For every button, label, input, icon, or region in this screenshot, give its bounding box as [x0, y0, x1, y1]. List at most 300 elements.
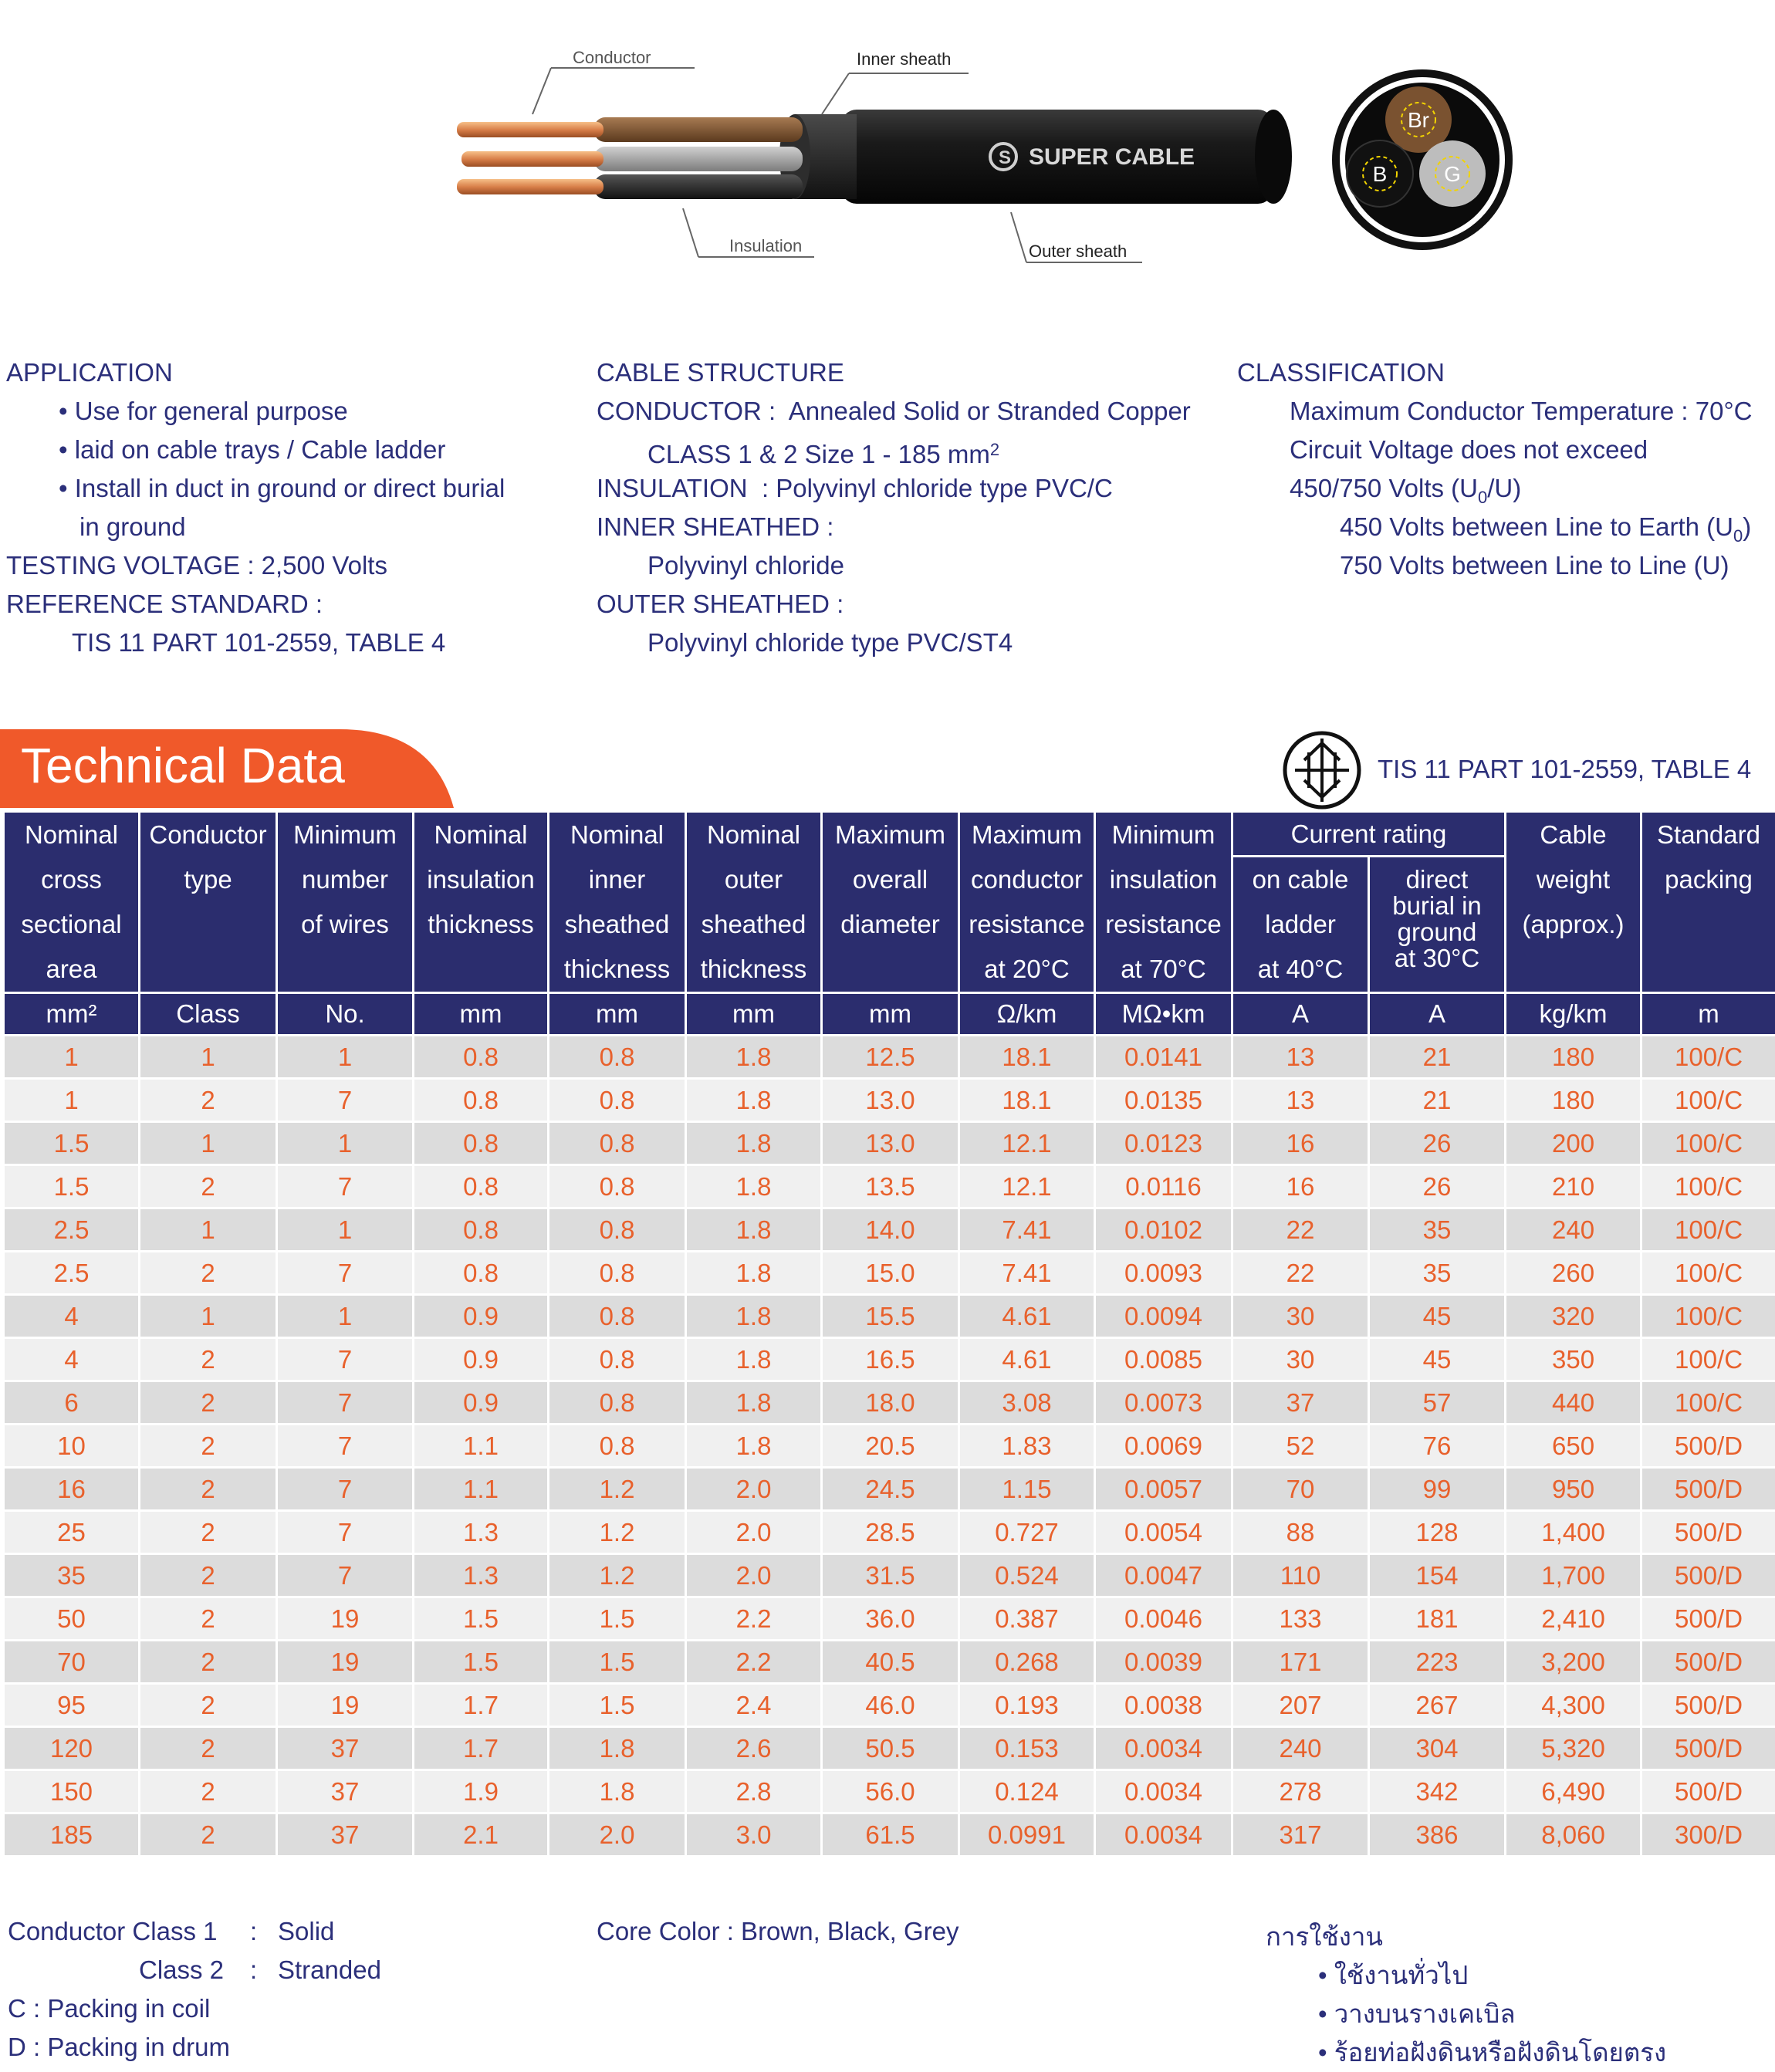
table-cell: 2.0 [549, 1813, 686, 1857]
table-cell: 0.0135 [1095, 1079, 1232, 1122]
table-cell: 1.7 [414, 1727, 549, 1770]
table-cell: 0.8 [549, 1036, 686, 1079]
table-cell: 1.8 [686, 1425, 822, 1468]
table-cell: 1.2 [549, 1468, 686, 1511]
table-cell: 1.8 [686, 1036, 822, 1079]
table-cell: 15.5 [822, 1295, 959, 1338]
table-cell: 2.5 [4, 1208, 140, 1252]
table-cell: 22 [1232, 1208, 1369, 1252]
table-cell: 0.0094 [1095, 1295, 1232, 1338]
table-cell: 7 [277, 1554, 414, 1597]
table-cell: 2 [140, 1079, 277, 1122]
table-cell: 100/C [1641, 1381, 1775, 1425]
unit-cell: mm [822, 993, 959, 1036]
table-cell: 0.193 [959, 1684, 1095, 1727]
table-cell: 0.387 [959, 1597, 1095, 1641]
callout-insulation: Insulation [729, 236, 802, 256]
table-cell: 12.1 [959, 1122, 1095, 1165]
table-cell: 61.5 [822, 1813, 959, 1857]
table-cell: 2 [140, 1554, 277, 1597]
table-cell: 35 [4, 1554, 140, 1597]
table-cell: 56.0 [822, 1770, 959, 1813]
table-cell: 210 [1506, 1165, 1641, 1208]
table-cell: 317 [1232, 1813, 1369, 1857]
table-cell: 1.2 [549, 1554, 686, 1597]
table-row [4, 1554, 1775, 1597]
table-row [4, 1165, 1775, 1208]
table-row [4, 1295, 1775, 1338]
unit-cell: A [1232, 993, 1369, 1036]
unit-cell: mm [549, 993, 686, 1036]
table-cell: 320 [1506, 1295, 1641, 1338]
table-cell: 3.08 [959, 1381, 1095, 1425]
table-cell: 278 [1232, 1770, 1369, 1813]
table-cell: 7 [277, 1381, 414, 1425]
header-current-rating: Current rating [1232, 812, 1506, 857]
table-row [4, 1641, 1775, 1684]
table-cell: 20.5 [822, 1425, 959, 1468]
table-cell: 19 [277, 1684, 414, 1727]
table-cell: 0.0102 [1095, 1208, 1232, 1252]
table-cell: 0.8 [414, 1079, 549, 1122]
unit-cell: No. [277, 993, 414, 1036]
table-cell: 500/D [1641, 1641, 1775, 1684]
table-cell: 15.0 [822, 1252, 959, 1295]
table-cell: 500/D [1641, 1684, 1775, 1727]
application-item-cont: in ground [6, 508, 505, 546]
table-cell: 100/C [1641, 1036, 1775, 1079]
table-cell: 2.0 [686, 1468, 822, 1511]
table-cell: 2.8 [686, 1770, 822, 1813]
table-row [4, 1468, 1775, 1511]
table-row [4, 1338, 1775, 1381]
table-row [4, 1813, 1775, 1857]
table-cell: 88 [1232, 1511, 1369, 1554]
table-cell: 0.8 [549, 1165, 686, 1208]
table-cell: 70 [1232, 1468, 1369, 1511]
table-cell: 2 [140, 1641, 277, 1684]
technical-data-table [2, 810, 1775, 1857]
header-diameter: Maximum overall diameter [822, 812, 959, 993]
table-cell: 500/D [1641, 1597, 1775, 1641]
table-cell: 12.1 [959, 1165, 1095, 1208]
table-cell: 21 [1369, 1079, 1506, 1122]
table-cell: 13 [1232, 1079, 1369, 1122]
table-cell: 2 [140, 1684, 277, 1727]
table-cell: 4.61 [959, 1338, 1095, 1381]
table-cell: 650 [1506, 1425, 1641, 1468]
table-cell: 3.0 [686, 1813, 822, 1857]
thai-heading: การใช้งาน [1266, 1918, 1666, 1956]
unit-cell: mm [686, 993, 822, 1036]
table-cell: 267 [1369, 1684, 1506, 1727]
cable-drawing [432, 31, 1513, 309]
table-cell: 18.0 [822, 1381, 959, 1425]
brown-core [594, 117, 803, 142]
conductor-class: CLASS 1 & 2 Size 1 - 185 $mm^2$ [597, 431, 1191, 469]
table-cell: 0.524 [959, 1554, 1095, 1597]
table-cell: 25 [4, 1511, 140, 1554]
table-cell: 1.3 [414, 1511, 549, 1554]
table-cell: 1 [4, 1079, 140, 1122]
table-cell: 76 [1369, 1425, 1506, 1468]
conductor-spec: CONDUCTOR : Annealed Solid or Stranded Copper [597, 392, 1191, 431]
table-cell: 1.2 [549, 1511, 686, 1554]
unit-cell: kg/km [1506, 993, 1641, 1036]
table-cell: 1.8 [686, 1295, 822, 1338]
table-cell: 1.5 [4, 1122, 140, 1165]
table-cell: 0.9 [414, 1338, 549, 1381]
table-cell: 0.153 [959, 1727, 1095, 1770]
table-cell: 57 [1369, 1381, 1506, 1425]
table-cell: 0.8 [549, 1252, 686, 1295]
voltage-rating: 450/750 Volts $(U_0/U)$ [1237, 469, 1753, 508]
table-cell: 1.83 [959, 1425, 1095, 1468]
table-cell: 37 [1232, 1381, 1369, 1425]
table-cell: 16.5 [822, 1338, 959, 1381]
table-cell: 223 [1369, 1641, 1506, 1684]
table-cell: 4 [4, 1338, 140, 1381]
table-cell: 500/D [1641, 1727, 1775, 1770]
table-cell: 1.8 [549, 1770, 686, 1813]
table-row [4, 1511, 1775, 1554]
callout-conductor: Conductor [573, 48, 651, 68]
table-cell: 150 [4, 1770, 140, 1813]
table-cell: 1.8 [686, 1338, 822, 1381]
table-cell: 1 [140, 1036, 277, 1079]
table-cell: 13.5 [822, 1165, 959, 1208]
table-cell: 21 [1369, 1036, 1506, 1079]
packing-coil-note: C : Packing in coil [8, 1989, 230, 2028]
application-item: • Install in duct in ground or direct burial [6, 469, 505, 508]
table-cell: 35 [1369, 1208, 1506, 1252]
table-cell: 18.1 [959, 1036, 1095, 1079]
svg-text:S: S [999, 147, 1011, 168]
table-cell: 1,400 [1506, 1511, 1641, 1554]
table-cell: 16 [1232, 1165, 1369, 1208]
table-cell: 1.3 [414, 1554, 549, 1597]
table-cell: 0.0991 [959, 1813, 1095, 1857]
core-label-grey: G [1444, 162, 1461, 186]
table-cell: 13 [1232, 1036, 1369, 1079]
table-cell: 7.41 [959, 1252, 1095, 1295]
table-cell: 7 [277, 1511, 414, 1554]
header-weight: Cable weight (approx.) [1506, 812, 1641, 993]
table-cell: 3,200 [1506, 1641, 1641, 1684]
table-row [4, 1208, 1775, 1252]
table-cell: 1.5 [549, 1597, 686, 1641]
table-cell: 2 [140, 1425, 277, 1468]
thai-application [1266, 1918, 1666, 2072]
tis-certification-icon [1281, 729, 1363, 811]
table-cell: 1.9 [414, 1770, 549, 1813]
header-outer-sheath: Nominal outer sheathed thickness [686, 812, 822, 993]
table-cell: 950 [1506, 1468, 1641, 1511]
table-cell: 6,490 [1506, 1770, 1641, 1813]
table-row [4, 1079, 1775, 1122]
table-cell: 30 [1232, 1338, 1369, 1381]
callout-outer-sheath: Outer sheath [1029, 242, 1127, 262]
table-cell: 6 [4, 1381, 140, 1425]
structure-section [597, 353, 1191, 662]
table-cell: 2 [140, 1468, 277, 1511]
table-cell: 0.0054 [1095, 1511, 1232, 1554]
table-cell: 14.0 [822, 1208, 959, 1252]
unit-cell: mm² [4, 993, 140, 1036]
table-cell: 0.9 [414, 1295, 549, 1338]
table-cell: 500/D [1641, 1468, 1775, 1511]
header-ladder: on cable ladder at 40°C [1232, 857, 1369, 993]
unit-cell: Ω/km [959, 993, 1095, 1036]
table-cell: 1 [4, 1036, 140, 1079]
technical-data-title: Technical Data [21, 737, 345, 794]
table-cell: 1.5 [549, 1641, 686, 1684]
table-cell: 0.0046 [1095, 1597, 1232, 1641]
table-cell: 0.8 [549, 1295, 686, 1338]
table-cell: 37 [277, 1813, 414, 1857]
unit-cell: MΩ•km [1095, 993, 1232, 1036]
table-cell: 19 [277, 1597, 414, 1641]
table-row [4, 1684, 1775, 1727]
table-cell: 0.0141 [1095, 1036, 1232, 1079]
table-cell: 0.8 [549, 1425, 686, 1468]
table-cell: 1 [140, 1208, 277, 1252]
table-cell: 180 [1506, 1036, 1641, 1079]
table-cell: 0.0057 [1095, 1468, 1232, 1511]
copper-conductor-3 [457, 179, 604, 194]
table-cell: 13.0 [822, 1122, 959, 1165]
table-cell: 100/C [1641, 1165, 1775, 1208]
testing-voltage: TESTING VOLTAGE : 2,500 Volts [6, 546, 505, 585]
table-cell: 2 [140, 1511, 277, 1554]
table-cell: 2.2 [686, 1641, 822, 1684]
table-cell: 0.9 [414, 1381, 549, 1425]
table-cell: 1 [277, 1208, 414, 1252]
unit-cell: mm [414, 993, 549, 1036]
table-cell: 1 [140, 1295, 277, 1338]
table-cell: 1.7 [414, 1684, 549, 1727]
table-cell: 1.1 [414, 1468, 549, 1511]
table-cell: 1.5 [414, 1597, 549, 1641]
table-cell: 440 [1506, 1381, 1641, 1425]
table-cell: 0.0047 [1095, 1554, 1232, 1597]
classification-section [1237, 353, 1753, 585]
table-cell: 350 [1506, 1338, 1641, 1381]
header-inner-sheath: Nominal inner sheathed thickness [549, 812, 686, 993]
copper-conductor-2 [462, 151, 604, 167]
table-cell: 2,410 [1506, 1597, 1641, 1641]
table-cell: 13.0 [822, 1079, 959, 1122]
table-cell: 0.8 [414, 1122, 549, 1165]
table-cell: 7 [277, 1468, 414, 1511]
copper-conductor-1 [457, 122, 604, 137]
table-cell: 10 [4, 1425, 140, 1468]
table-cell: 99 [1369, 1468, 1506, 1511]
table-cell: 50 [4, 1597, 140, 1641]
table-cell: 500/D [1641, 1554, 1775, 1597]
units-row [4, 993, 1775, 1036]
table-cell: 500/D [1641, 1770, 1775, 1813]
unit-cell: A [1369, 993, 1506, 1036]
cross-section-diagram [1336, 73, 1509, 246]
table-cell: 100/C [1641, 1338, 1775, 1381]
table-cell: 0.8 [549, 1338, 686, 1381]
table-cell: 0.727 [959, 1511, 1095, 1554]
table-cell: 1.8 [686, 1165, 822, 1208]
header-conductor-type: Conductor type [140, 812, 277, 993]
thai-item: • ใช้งานทั่วไป [1266, 1956, 1666, 1995]
grey-core [594, 147, 803, 171]
table-cell: 304 [1369, 1727, 1506, 1770]
core-label-brown: Br [1408, 108, 1429, 132]
table-cell: 95 [4, 1684, 140, 1727]
table-cell: 7.41 [959, 1208, 1095, 1252]
table-cell: 7 [277, 1165, 414, 1208]
table-cell: 0.8 [549, 1381, 686, 1425]
standard-reference: TIS 11 PART 101-2559, TABLE 4 [1378, 755, 1751, 784]
table-cell: 342 [1369, 1770, 1506, 1813]
table-cell: 7 [277, 1425, 414, 1468]
header-resistance: Maximum conductor resistance at 20°C [959, 812, 1095, 993]
class2-note: Class 2 : Stranded [8, 1951, 230, 1989]
table-cell: 37 [277, 1770, 414, 1813]
table-row [4, 1036, 1775, 1079]
table-cell: 0.8 [414, 1252, 549, 1295]
table-cell: 0.8 [414, 1208, 549, 1252]
table-cell: 4,300 [1506, 1684, 1641, 1727]
table-cell: 0.0085 [1095, 1338, 1232, 1381]
table-cell: 100/C [1641, 1122, 1775, 1165]
header-area: Nominal cross sectional area [4, 812, 140, 993]
table-cell: 110 [1232, 1554, 1369, 1597]
max-temperature: Maximum Conductor Temperature : 70°C [1237, 392, 1753, 431]
thai-item: • วางบนรางเคเบิล [1266, 1995, 1666, 2033]
core-label-black: B [1373, 162, 1388, 186]
table-cell: 2.5 [4, 1252, 140, 1295]
inner-sheath-label: INNER SHEATHED : [597, 508, 1191, 546]
core-color-note: Core Color : Brown, Black, Grey [597, 1912, 958, 1951]
table-cell: 24.5 [822, 1468, 959, 1511]
line-to-line: 750 Volts between Line to Line (U) [1237, 546, 1753, 585]
table-cell: 500/D [1641, 1425, 1775, 1468]
application-heading: APPLICATION [6, 353, 505, 392]
table-row [4, 1770, 1775, 1813]
table-cell: 2 [140, 1252, 277, 1295]
table-cell: 1,700 [1506, 1554, 1641, 1597]
application-section [6, 353, 505, 662]
table-cell: 7 [277, 1079, 414, 1122]
table-cell: 2 [140, 1381, 277, 1425]
table-cell: 2 [140, 1165, 277, 1208]
table-cell: 1.8 [686, 1381, 822, 1425]
table-cell: 0.0116 [1095, 1165, 1232, 1208]
table-cell: 8,060 [1506, 1813, 1641, 1857]
table-body [4, 1036, 1775, 1857]
table-cell: 0.0034 [1095, 1813, 1232, 1857]
table-cell: 207 [1232, 1684, 1369, 1727]
table-cell: 180 [1506, 1079, 1641, 1122]
table-cell: 0.0069 [1095, 1425, 1232, 1468]
table-cell: 0.0123 [1095, 1122, 1232, 1165]
table-cell: 45 [1369, 1295, 1506, 1338]
circuit-voltage: Circuit Voltage does not exceed [1237, 431, 1753, 469]
unit-cell: m [1641, 993, 1775, 1036]
table-cell: 386 [1369, 1813, 1506, 1857]
table-cell: 100/C [1641, 1295, 1775, 1338]
table-cell: 1.5 [414, 1641, 549, 1684]
table-cell: 1.8 [686, 1122, 822, 1165]
header-packing: Standard packing [1641, 812, 1775, 993]
table-cell: 7 [277, 1252, 414, 1295]
table-cell: 185 [4, 1813, 140, 1857]
table-cell: 0.8 [549, 1122, 686, 1165]
unit-cell: Class [140, 993, 277, 1036]
table-cell: 200 [1506, 1122, 1641, 1165]
table-cell: 26 [1369, 1165, 1506, 1208]
table-cell: 16 [4, 1468, 140, 1511]
table-cell: 1.5 [549, 1684, 686, 1727]
table-cell: 45 [1369, 1338, 1506, 1381]
table-cell: 35 [1369, 1252, 1506, 1295]
table-cell: 37 [277, 1727, 414, 1770]
table-cell: 22 [1232, 1252, 1369, 1295]
insulation-spec: INSULATION : Polyvinyl chloride type PVC/C [597, 469, 1191, 508]
table-cell: 1 [140, 1122, 277, 1165]
table-cell: 30 [1232, 1295, 1369, 1338]
table-row [4, 1727, 1775, 1770]
table-cell: 1.8 [686, 1252, 822, 1295]
table-cell: 16 [1232, 1122, 1369, 1165]
table-cell: 2.6 [686, 1727, 822, 1770]
conductor-class-notes [8, 1912, 230, 2067]
table-cell: 50.5 [822, 1727, 959, 1770]
line-to-earth: 450 Volts between Line to Earth $(U_0)$ [1237, 508, 1753, 546]
table-cell: 2.0 [686, 1511, 822, 1554]
table-cell: 300/D [1641, 1813, 1775, 1857]
table-cell: 36.0 [822, 1597, 959, 1641]
table-cell: 2.1 [414, 1813, 549, 1857]
table-cell: 0.0073 [1095, 1381, 1232, 1425]
table-cell: 0.0034 [1095, 1770, 1232, 1813]
thai-item: • ร้อยท่อฝังดินหรือฝังดินโดยตรง [1266, 2033, 1666, 2072]
table-cell: 500/D [1641, 1511, 1775, 1554]
table-cell: 12.5 [822, 1036, 959, 1079]
table-cell: 52 [1232, 1425, 1369, 1468]
table-cell: 31.5 [822, 1554, 959, 1597]
table-cell: 100/C [1641, 1079, 1775, 1122]
table-cell: 18.1 [959, 1079, 1095, 1122]
table-cell: 40.5 [822, 1641, 959, 1684]
table-cell: 0.0034 [1095, 1727, 1232, 1770]
table-cell: 1.8 [686, 1208, 822, 1252]
table-cell: 2 [140, 1813, 277, 1857]
table-cell: 2.2 [686, 1597, 822, 1641]
inner-sheath-value: Polyvinyl chloride [597, 546, 1191, 585]
table-cell: 0.0039 [1095, 1641, 1232, 1684]
header-insulation: Nominal insulation thickness [414, 812, 549, 993]
table-cell: 128 [1369, 1511, 1506, 1554]
table-cell: 181 [1369, 1597, 1506, 1641]
classification-heading: CLASSIFICATION [1237, 353, 1753, 392]
callout-inner-sheath: Inner sheath [857, 49, 951, 69]
table-cell: 2 [140, 1770, 277, 1813]
table-cell: 2 [140, 1338, 277, 1381]
table-cell: 0.124 [959, 1770, 1095, 1813]
table-cell: 1.8 [686, 1079, 822, 1122]
header-insulation-resistance: Minimum insulation resistance at 70°C [1095, 812, 1232, 993]
table-row [4, 1381, 1775, 1425]
table-cell: 120 [4, 1727, 140, 1770]
